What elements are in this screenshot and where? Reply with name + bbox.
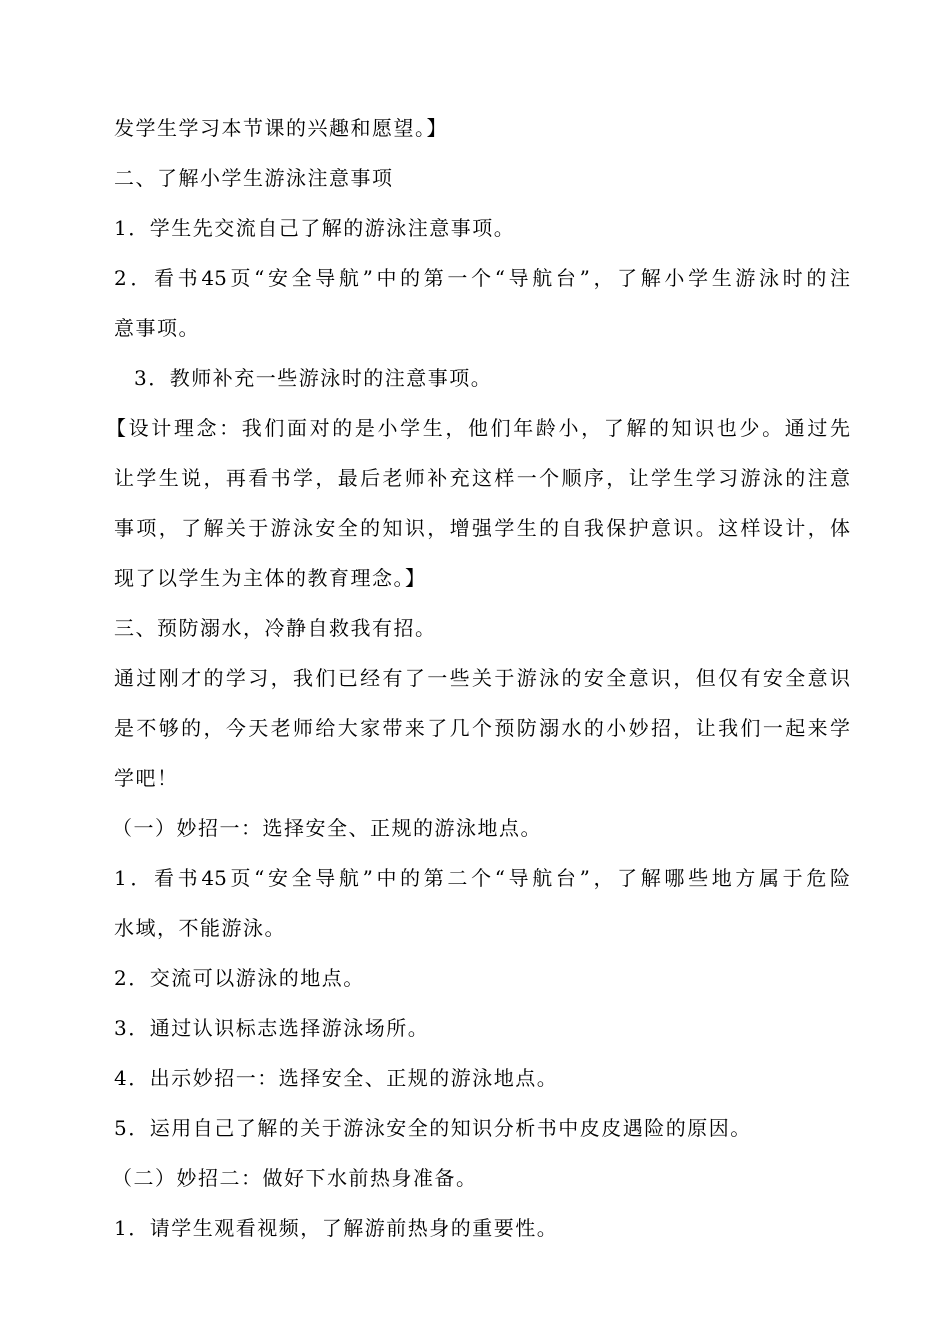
list-item: 1．请学生观看视频，了解游前热身的重要性。	[114, 1216, 559, 1240]
text-line: 现了以学生为主体的教育理念。】	[114, 566, 427, 590]
list-item: 1．学生先交流自己了解的游泳注意事项。	[114, 216, 516, 240]
list-item: 1．看书45页“安全导航”中的第二个“导航台”，了解哪些地方属于危险	[114, 866, 850, 890]
text-line: 事项，了解关于游泳安全的知识，增强学生的自我保护意识。这样设计，体	[114, 516, 850, 540]
list-item: 3．教师补充一些游泳时的注意事项。	[134, 366, 493, 390]
text-line: 水域，不能游泳。	[114, 916, 286, 940]
list-item: 4．出示妙招一：选择安全、正规的游泳地点。	[114, 1066, 559, 1090]
section-heading: 二、了解小学生游泳注意事项	[114, 166, 394, 190]
list-item: 3．通过认识标志选择游泳场所。	[114, 1016, 430, 1040]
section-heading: 三、预防溺水，冷静自救我有招。	[114, 616, 437, 640]
design-note: 【设计理念：我们面对的是小学生，他们年龄小，了解的知识也少。通过先	[106, 416, 850, 440]
text-line: 学吧！	[114, 766, 179, 790]
text-line: 发学生学习本节课的兴趣和愿望。】	[114, 116, 448, 140]
list-item: 5．运用自己了解的关于游泳安全的知识分析书中皮皮遇险的原因。	[114, 1116, 752, 1140]
text-line: 通过刚才的学习，我们已经有了一些关于游泳的安全意识，但仅有安全意识	[114, 666, 850, 690]
list-item: 2．看书45页“安全导航”中的第一个“导航台”，了解小学生游泳时的注	[114, 266, 850, 290]
text-line: 让学生说，再看书学，最后老师补充这样一个顺序，让学生学习游泳的注意	[114, 466, 850, 490]
text-line: 意事项。	[114, 316, 200, 340]
text-line: 是不够的，今天老师给大家带来了几个预防溺水的小妙招，让我们一起来学	[114, 716, 850, 740]
subsection-heading: （一）妙招一：选择安全、正规的游泳地点。	[112, 816, 542, 840]
list-item: 2．交流可以游泳的地点。	[114, 966, 365, 990]
subsection-heading: （二）妙招二：做好下水前热身准备。	[112, 1166, 478, 1190]
